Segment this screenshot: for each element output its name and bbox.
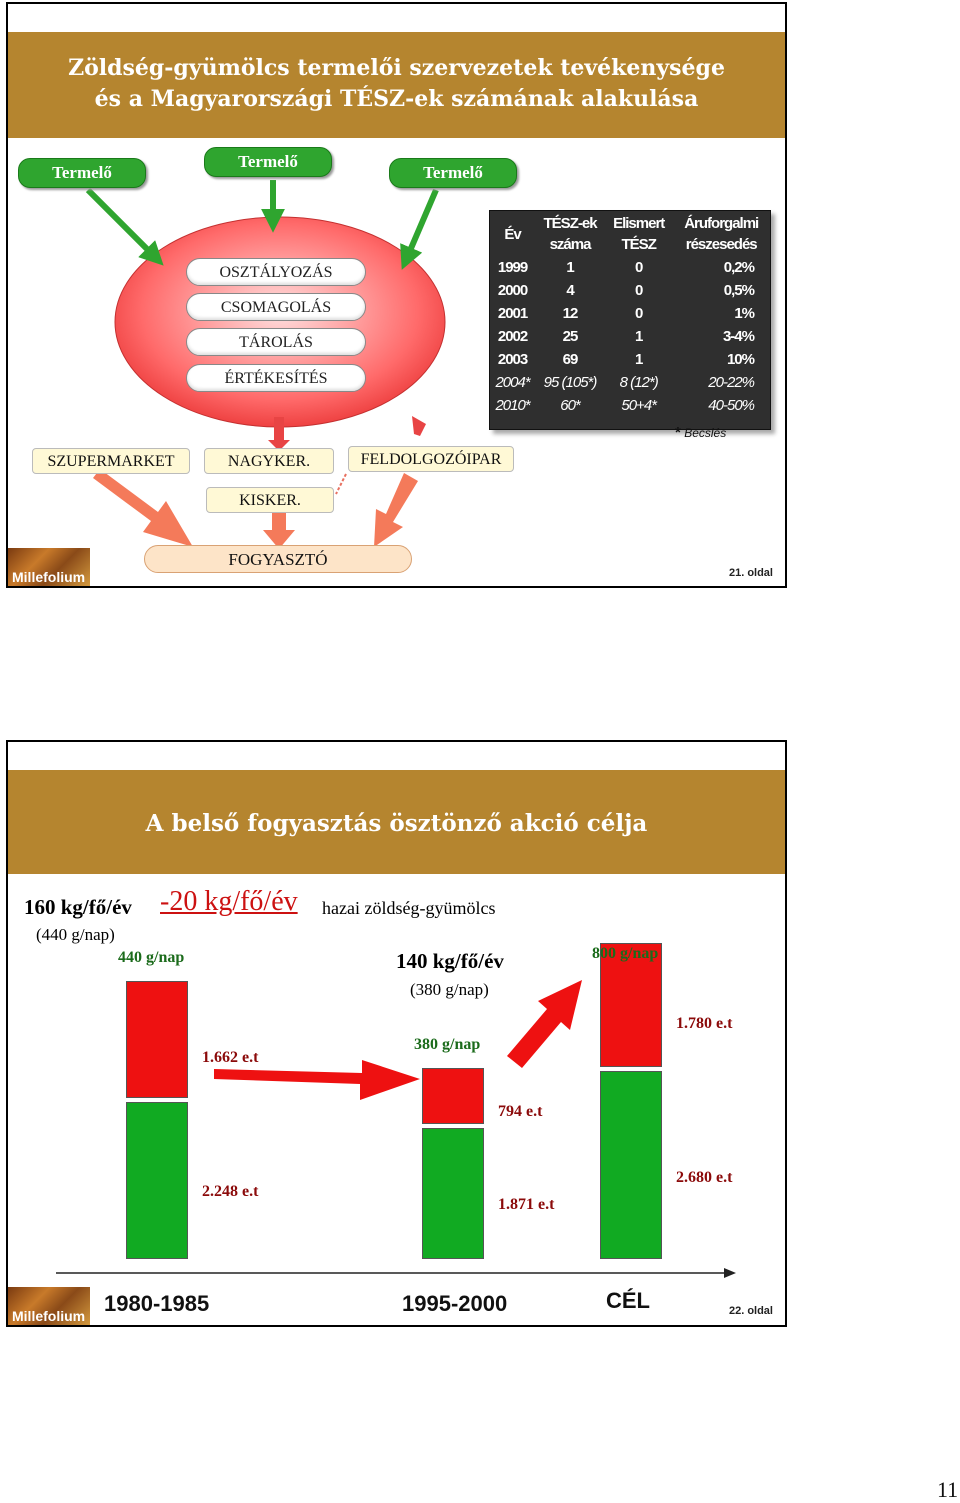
millefolium-logo: Millefolium <box>8 548 90 586</box>
channel-arrow-right <box>374 473 418 547</box>
producer-arrow-left <box>88 190 156 258</box>
table-cell: 60* <box>560 397 580 414</box>
current-daily: (440 g/nap) <box>36 925 115 944</box>
table-cell: 12 <box>562 305 578 322</box>
table-cell: 1 <box>635 351 643 368</box>
task-packaging: CSOMAGOLÁS <box>186 293 366 321</box>
bar-daily-label: 440 g/nap <box>118 949 185 967</box>
table-cell: 1999 <box>497 259 528 276</box>
current-consumption: 160 kg/fő/év <box>24 895 132 919</box>
reduction-target: -20 kg/fő/év <box>160 886 298 917</box>
table-cell: 40-50% <box>708 397 754 414</box>
lower-value-label: 2.680 e.t <box>676 1168 733 1186</box>
producer-box-middle: Termelő <box>204 147 332 177</box>
channel-supermarket: SZUPERMARKET <box>32 448 190 474</box>
table-cell: 0 <box>635 282 643 299</box>
time-axis-arrowhead <box>724 1268 736 1278</box>
bar-lower-1 <box>422 1128 484 1259</box>
table-cell: 2000 <box>497 282 528 299</box>
product-label: hazai zöldség-gyümölcs <box>322 898 496 918</box>
transition-arrows <box>8 742 787 1327</box>
table-header-recognized: Elismert TÉSZ <box>613 215 665 253</box>
table-cell: 2010* <box>495 397 530 414</box>
table-cell: 10% <box>726 351 754 368</box>
channel-arrow-left <box>93 469 193 547</box>
upper-value-label: 794 e.t <box>498 1103 543 1121</box>
bar-daily-label: 380 g/nap <box>414 1036 481 1054</box>
bar-lower-2 <box>600 1071 662 1259</box>
tesz-table <box>489 210 771 430</box>
target-arrow <box>507 980 582 1068</box>
bar-upper-0 <box>126 981 188 1097</box>
table-cell: 69 <box>562 351 578 368</box>
estimate-note: * Becslés <box>675 424 727 441</box>
mid-consumption: 140 kg/fő/év <box>396 949 504 973</box>
slide-title: A belső fogyasztás ösztönző akció célja <box>145 810 648 837</box>
upper-value-label: 1.780 e.t <box>676 1015 733 1033</box>
table-row <box>490 279 770 302</box>
millefolium-logo: Millefolium <box>8 1287 90 1325</box>
period-label: 1980-1985 <box>104 1291 210 1316</box>
table-cell: 95 (105*) <box>543 374 597 391</box>
table-row <box>490 348 770 371</box>
table-header-share: Áruforgalmi részesedés <box>684 215 759 253</box>
task-storage: TÁROLÁS <box>186 328 366 356</box>
bar-upper-1 <box>422 1068 484 1124</box>
slide-page-number: 22. oldal <box>728 1305 773 1317</box>
table-cell: 0,2% <box>723 259 754 276</box>
table-cell: 2002 <box>497 328 528 345</box>
page-number: 11 <box>937 1477 959 1502</box>
channel-processing: FELDOLGOZÓIPAR <box>348 446 514 472</box>
table-cell: 0 <box>635 305 643 322</box>
table-cell: 3-4% <box>722 328 754 345</box>
table-cell: 1% <box>734 305 754 322</box>
producer-box-right: Termelő <box>389 158 517 188</box>
table-cell: 1 <box>566 259 574 276</box>
table-row <box>490 302 770 325</box>
table-cell: 8 (12*) <box>619 374 658 391</box>
cooperative-ellipse <box>115 217 445 427</box>
table-row <box>490 371 770 394</box>
table-cell: 2001 <box>497 305 528 322</box>
producer-box-left: Termelő <box>18 158 146 188</box>
slide-page-number: 21. oldal <box>728 567 773 579</box>
table-cell: 0,5% <box>723 282 754 299</box>
table-cell: 2003 <box>497 351 528 368</box>
channel-retail: KISKER. <box>206 487 334 513</box>
mid-daily: (380 g/nap) <box>410 980 489 999</box>
consumer-box: FOGYASZTÓ <box>144 545 412 573</box>
table-cell: 50+4* <box>621 397 656 414</box>
task-sales: ÉRTÉKESÍTÉS <box>186 364 366 392</box>
table-cell: 0 <box>635 259 643 276</box>
bar-lower-0 <box>126 1102 188 1259</box>
table-cell: 1 <box>635 328 643 345</box>
period-label: CÉL <box>606 1288 650 1313</box>
channel-wholesale: NAGYKER. <box>204 448 334 474</box>
lower-value-label: 1.871 e.t <box>498 1196 555 1214</box>
upper-value-label: 1.662 e.t <box>202 1049 259 1067</box>
channel-arrow-middle <box>263 513 295 549</box>
producer-arrow-right <box>406 190 436 260</box>
period-label: 1995-2000 <box>402 1291 508 1316</box>
processing-arrow <box>412 416 426 436</box>
table-header-year: Év <box>504 225 521 243</box>
table-row <box>490 394 770 417</box>
table-cell: 20-22% <box>708 374 754 391</box>
lower-value-label: 2.248 e.t <box>202 1183 259 1201</box>
table-row <box>490 256 770 279</box>
bar-daily-label: 800 g/nap <box>592 945 659 962</box>
task-sorting: OSZTÁLYOZÁS <box>186 258 366 286</box>
table-cell: 2004* <box>495 374 530 391</box>
retail-link <box>336 474 346 494</box>
table-header-count: TÉSZ-ek száma <box>543 215 597 253</box>
slide-21 <box>6 2 787 588</box>
slide-title: Zöldség-gyümölcs termelői szervezetek tevékenysége és a Magyarországi TÉSZ-ek számának alakulása <box>68 55 725 112</box>
table-cell: 25 <box>562 328 578 345</box>
table-row <box>490 325 770 348</box>
table-cell: 4 <box>566 282 574 299</box>
slide-22 <box>6 740 787 1327</box>
